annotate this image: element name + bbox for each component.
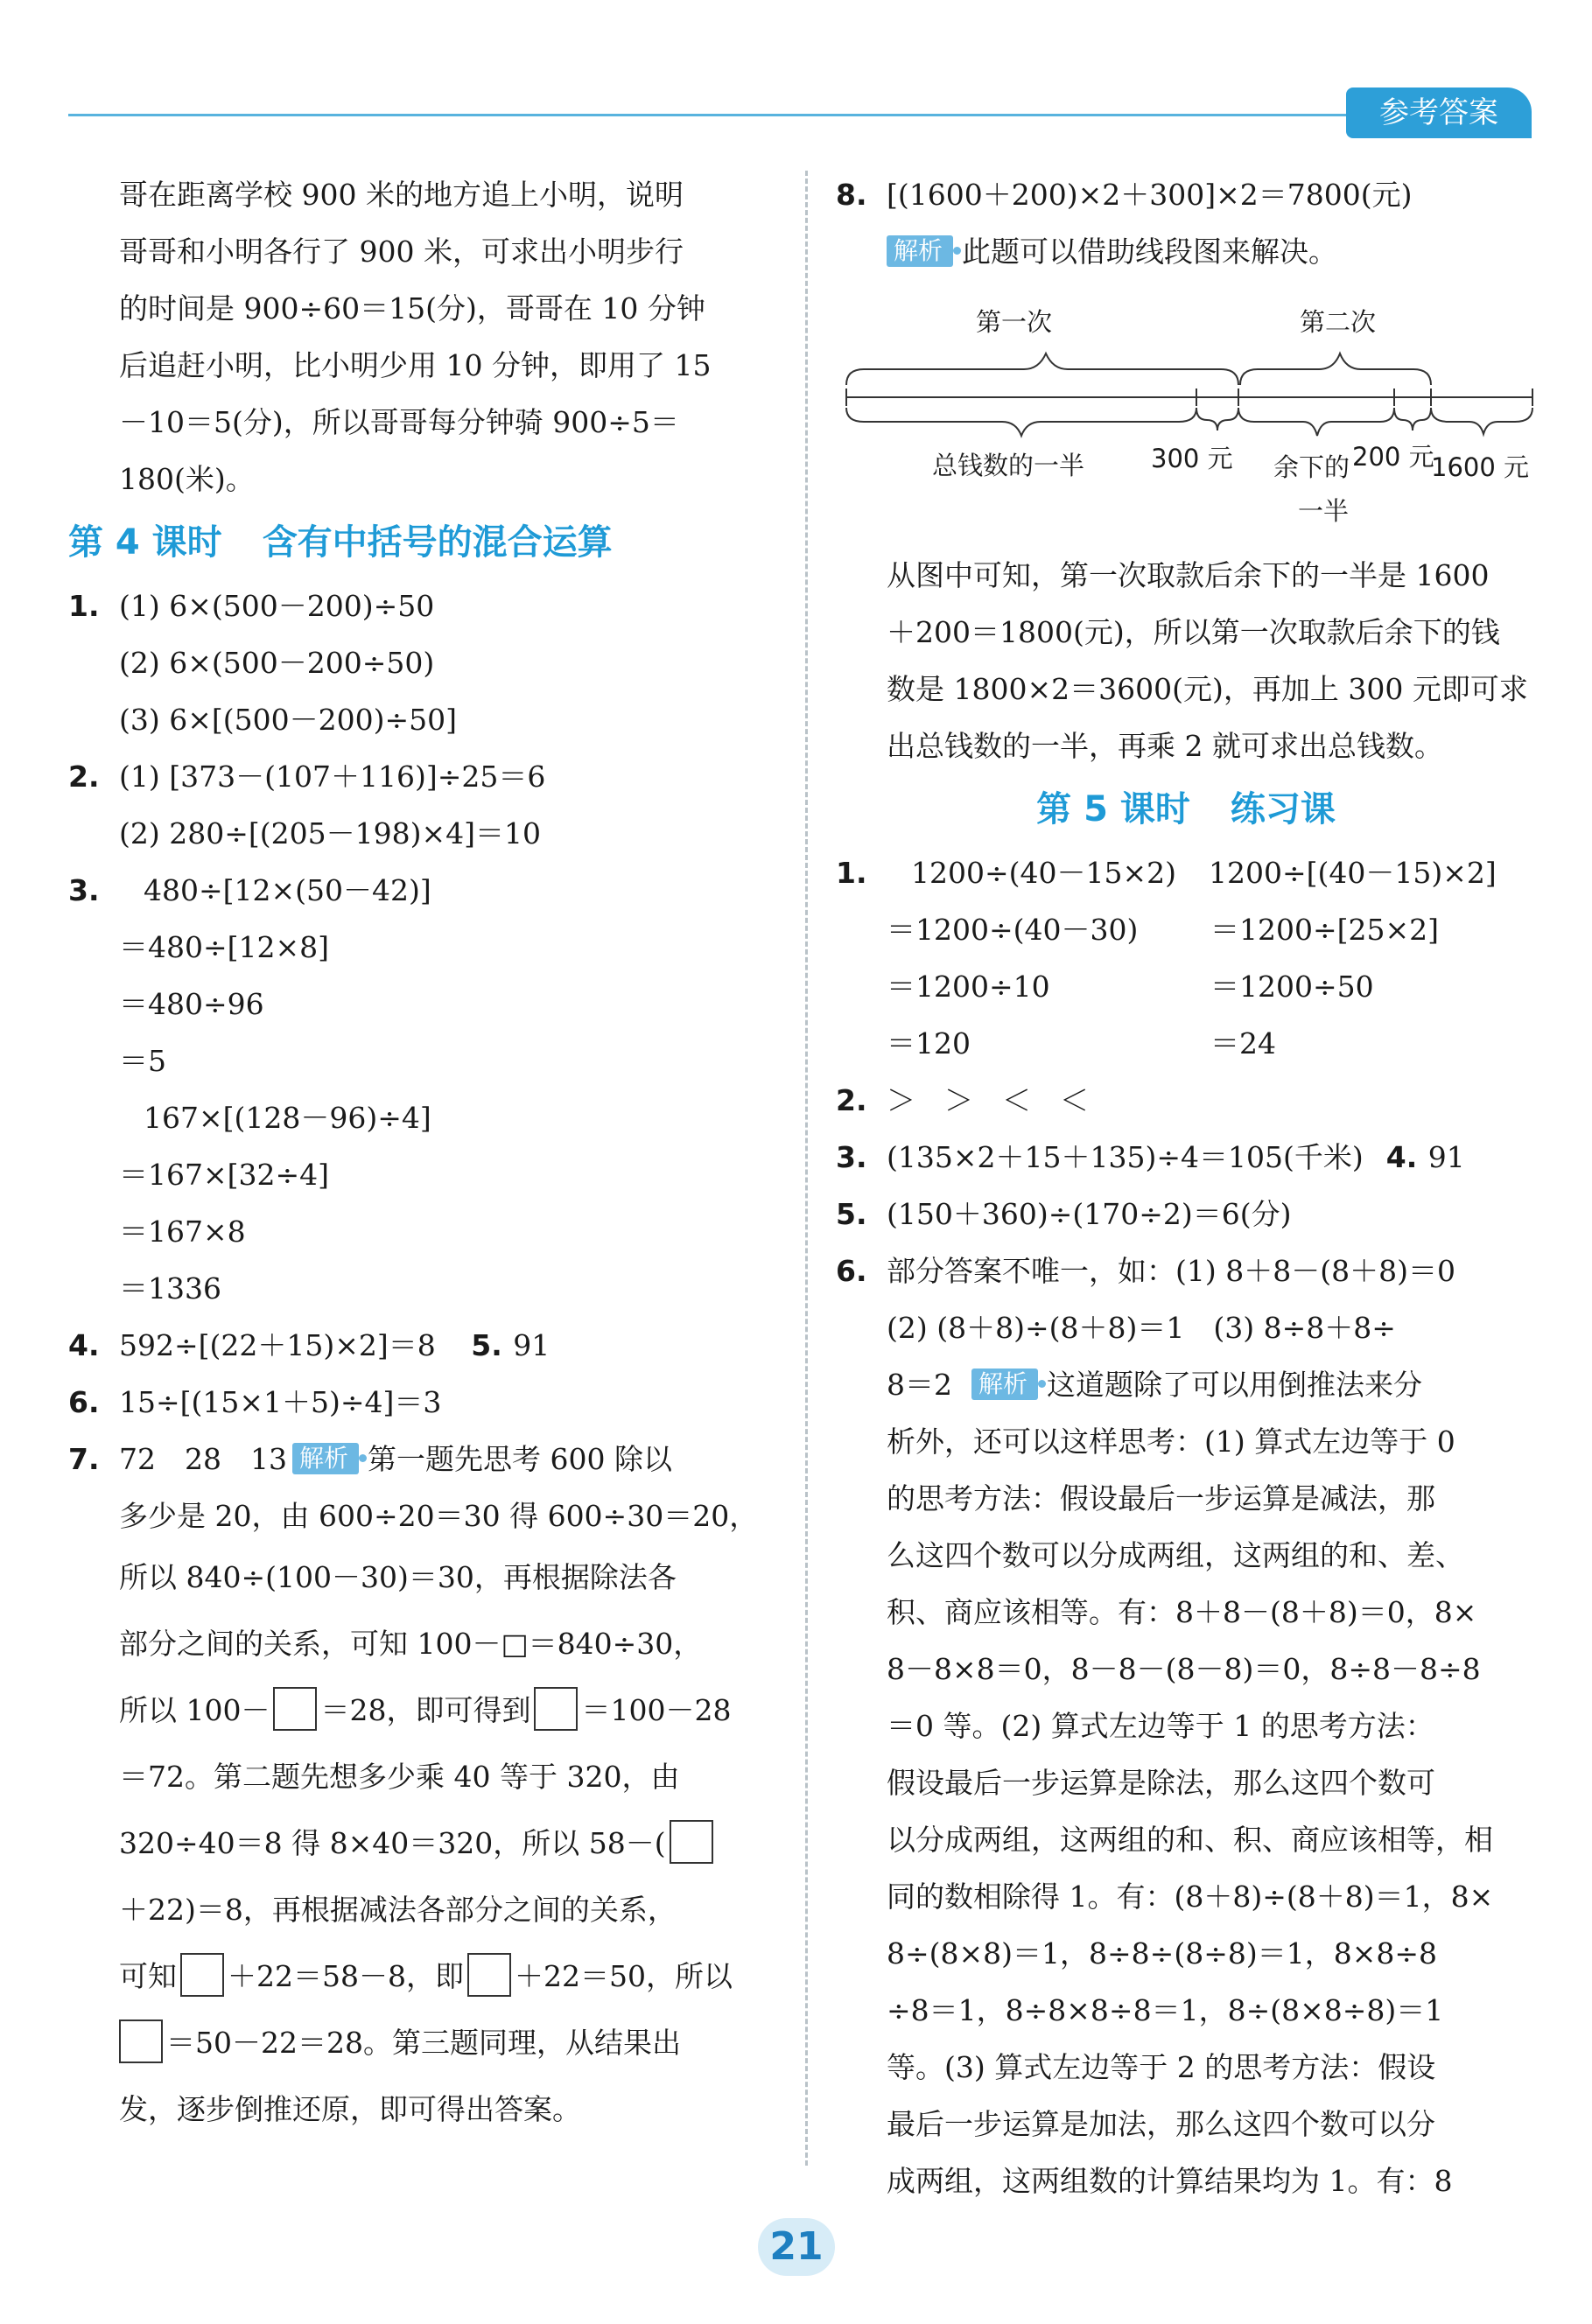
text-fragment: ＝50－22＝28。第三题同理，从结果出 bbox=[166, 2026, 681, 2060]
answer-text: 91 bbox=[1427, 1140, 1465, 1174]
answer-text: 15÷[(15×1＋5)÷4]＝3 bbox=[119, 1385, 442, 1419]
calc-b: ＝1200÷[25×2] bbox=[1210, 913, 1440, 947]
analysis-tag: 解析 bbox=[292, 1443, 359, 1474]
brace-rest-half bbox=[1238, 408, 1394, 436]
question-number: 4. bbox=[68, 1328, 100, 1362]
analysis-tag: 解析 bbox=[887, 235, 953, 267]
question-number: 3. bbox=[836, 1140, 867, 1174]
calc-a: ＝1200÷10 bbox=[887, 970, 1050, 1004]
question-1 bbox=[68, 578, 773, 634]
analysis-line: 8－8×8＝0，8－8－(8－8)＝0，8÷8－8÷8 bbox=[887, 1652, 1481, 1686]
answer-line: 167×[(128－96)÷4] bbox=[144, 1101, 431, 1135]
label-first: 第一次 bbox=[976, 307, 1053, 337]
analysis-text: 此题可以借助线段图来解决。 bbox=[962, 234, 1338, 269]
analysis-line: 部分之间的关系，可知 100－□＝840÷30， bbox=[119, 1627, 703, 1661]
analysis-text: 第一题先思考 600 除以 bbox=[368, 1442, 672, 1476]
text-fragment: ＋22＝58－8，即 bbox=[228, 1959, 464, 1993]
answer-text: 72 28 13 bbox=[119, 1442, 287, 1476]
calc-b: 1200÷[(40－15)×2] bbox=[1209, 856, 1497, 890]
question-number: 7. bbox=[68, 1442, 100, 1476]
label-half: 总钱数的一半 bbox=[932, 451, 1085, 480]
text-fragment: ＝100－28 bbox=[581, 1693, 732, 1727]
text-line: 哥哥和小明各行了 900 米，可求出小明步行 bbox=[119, 234, 684, 269]
answer-line: (3) 6×[(500－200)÷50] bbox=[119, 703, 457, 737]
section-title-lesson-4 bbox=[68, 508, 773, 578]
section-title-lesson-5 bbox=[836, 774, 1536, 844]
text-line: 哥在距离学校 900 米的地方追上小明，说明 bbox=[119, 178, 684, 212]
right-column bbox=[836, 166, 1536, 2209]
section-number: 第 5 课时 bbox=[1036, 789, 1190, 830]
analysis-line bbox=[68, 1810, 773, 1877]
analysis-line: 假设最后一步运算是除法，那么这四个数可 bbox=[887, 1766, 1435, 1800]
blank-box bbox=[467, 1953, 511, 1997]
analysis-line: 以分成两组，这两组的和、积、商应该相等，相 bbox=[887, 1823, 1493, 1857]
answer-line: ＝167×8 bbox=[119, 1214, 246, 1249]
explain-line: 数是 1800×2＝3600(元)，再加上 300 元即可求 bbox=[887, 672, 1528, 706]
text-line: －10＝5(分)，所以哥哥每分钟骑 900÷5＝ bbox=[119, 405, 679, 439]
answer-line: (2) 6×(500－200÷50) bbox=[119, 646, 435, 680]
answer-line: ＝167×[32÷4] bbox=[119, 1158, 330, 1192]
answer-text: (1) 6×(500－200)÷50 bbox=[119, 589, 435, 623]
practice-2 bbox=[836, 1072, 1536, 1129]
question-3 bbox=[68, 862, 773, 919]
analysis-line: 同的数相除得 1。有：(8＋8)÷(8＋8)＝1，8× bbox=[887, 1880, 1494, 1914]
question-number: 6. bbox=[68, 1385, 100, 1419]
practice-3-4 bbox=[836, 1129, 1536, 1186]
text-fragment: ＋22＝50，所以 bbox=[514, 1959, 733, 1993]
analysis-line: ＝72。第二题先想多少乘 40 等于 320，由 bbox=[119, 1760, 680, 1794]
label-300: 300 元 bbox=[1151, 444, 1233, 473]
brace-half bbox=[846, 408, 1196, 436]
line-segment-diagram bbox=[836, 280, 1536, 547]
text-fragment: 8＝2 bbox=[887, 1368, 952, 1402]
answer-line: (2) (8＋8)÷(8＋8)＝1 (3) 8÷8＋8÷ bbox=[887, 1311, 1396, 1345]
analysis-line bbox=[68, 2010, 773, 2076]
question-number: 2. bbox=[68, 760, 100, 794]
analysis-line: ＝0 等。(2) 算式左边等于 1 的思考方法： bbox=[887, 1709, 1434, 1743]
answer-text: ＞ ＞ ＜ ＜ bbox=[887, 1083, 1089, 1117]
header-rule bbox=[68, 114, 1346, 116]
analysis-line bbox=[68, 1943, 773, 2010]
column-divider bbox=[805, 171, 808, 2166]
question-number: 3. bbox=[68, 873, 100, 907]
label-rest-2: 一半 bbox=[1298, 496, 1350, 526]
text-fragment: ＝28，即可得到 bbox=[320, 1693, 531, 1727]
calc-b: ＝24 bbox=[1210, 1026, 1276, 1060]
blank-box bbox=[180, 1953, 224, 1997]
label-rest-1: 余下的 bbox=[1273, 452, 1350, 482]
question-number: 1. bbox=[68, 589, 100, 623]
blank-box bbox=[534, 1687, 578, 1731]
calc-b: ＝1200÷50 bbox=[1210, 970, 1374, 1004]
explain-line: 出总钱数的一半，再乘 2 就可求出总钱数。 bbox=[887, 729, 1443, 763]
question-6 bbox=[68, 1374, 773, 1431]
analysis-line: 等。(3) 算式左边等于 2 的思考方法：假设 bbox=[887, 2050, 1436, 2084]
analysis-line bbox=[68, 1677, 773, 1744]
analysis-line: 成两组，这两组数的计算结果均为 1。有：8 bbox=[887, 2164, 1453, 2198]
analysis-line bbox=[836, 223, 1536, 280]
text-line: 180(米)。 bbox=[119, 462, 255, 496]
answer-line: ＝5 bbox=[119, 1044, 166, 1078]
answer-text: [(1600＋200)×2＋300]×2＝7800(元) bbox=[887, 178, 1413, 212]
question-number: 5. bbox=[836, 1197, 867, 1231]
explain-line: 从图中可知，第一次取款后余下的一半是 1600 bbox=[887, 558, 1490, 592]
practice-1 bbox=[836, 844, 1536, 901]
analysis-line: 发，逐步倒推还原，即可得出答案。 bbox=[119, 2092, 581, 2126]
calc-row bbox=[836, 1015, 1536, 1072]
analysis-line: 积、商应该相等。有：8＋8－(8＋8)＝0，8× bbox=[887, 1595, 1477, 1629]
text-line: 后追赶小明，比小明少用 10 分钟，即用了 15 bbox=[119, 348, 712, 382]
analysis-line: ÷8＝1，8÷8×8÷8＝1，8÷(8×8÷8)＝1 bbox=[887, 1993, 1444, 2027]
analysis-line: 多少是 20，由 600÷20＝30 得 600÷30＝20， bbox=[119, 1499, 759, 1533]
answer-line bbox=[836, 1356, 1536, 1413]
left-column bbox=[68, 166, 773, 2143]
practice-6 bbox=[836, 1242, 1536, 1299]
brace-300 bbox=[1196, 408, 1238, 430]
blank-box bbox=[670, 1820, 713, 1864]
segment-drawing bbox=[836, 280, 1536, 547]
explain-line: ＋200＝1800(元)，所以第一次取款后余下的钱 bbox=[887, 615, 1500, 649]
answer-text: (150＋360)÷(170÷2)＝6(分) bbox=[887, 1197, 1292, 1231]
calc-a: 1200÷(40－15×2) bbox=[911, 856, 1177, 890]
answer-text: 部分答案不唯一，如：(1) 8＋8－(8＋8)＝0 bbox=[887, 1254, 1455, 1288]
analysis-line: 析外，还可以这样思考：(1) 算式左边等于 0 bbox=[887, 1424, 1455, 1459]
answer-text: 91 bbox=[513, 1328, 551, 1362]
answer-text: 480÷[12×(50－42)] bbox=[144, 873, 431, 907]
analysis-line: 的思考方法：假设最后一步运算是减法，那 bbox=[887, 1481, 1435, 1516]
calc-a: ＝120 bbox=[887, 1026, 971, 1060]
question-number: 4. bbox=[1385, 1140, 1418, 1174]
answer-line: ＝480÷[12×8] bbox=[119, 930, 330, 964]
brace-second bbox=[1240, 354, 1431, 385]
label-200: 200 元 bbox=[1352, 442, 1434, 472]
analysis-line: 所以 840÷(100－30)＝30，再根据除法各 bbox=[119, 1560, 677, 1594]
answer-text: (1) [373－(107＋116)]÷25＝6 bbox=[119, 760, 546, 794]
brace-200 bbox=[1394, 408, 1431, 430]
text-line: 的时间是 900÷60＝15(分)，哥哥在 10 分钟 bbox=[119, 291, 705, 326]
analysis-tag: 解析 bbox=[971, 1368, 1038, 1400]
practice-5 bbox=[836, 1186, 1536, 1242]
answer-line: ＝480÷96 bbox=[119, 987, 264, 1021]
text-fragment: 可知 bbox=[119, 1959, 177, 1993]
brace-1600 bbox=[1431, 408, 1532, 434]
analysis-line: 最后一步运算是加法，那么这四个数可以分 bbox=[887, 2107, 1435, 2141]
text-fragment: 这道题除了可以用倒推法来分 bbox=[1047, 1368, 1423, 1402]
page-number: 21 bbox=[758, 2218, 835, 2276]
calc-a: ＝1200÷(40－30) bbox=[887, 913, 1139, 947]
analysis-line: 么这四个数可以分成两组，这两组的和、差、 bbox=[887, 1538, 1464, 1572]
section-number: 第 4 课时 bbox=[68, 522, 222, 563]
calc-row bbox=[836, 901, 1536, 958]
question-8 bbox=[836, 166, 1536, 223]
text-fragment: 320÷40＝8 得 8×40＝320，所以 58－( bbox=[119, 1826, 666, 1860]
brace-first bbox=[846, 354, 1238, 385]
section-name: 含有中括号的混合运算 bbox=[262, 522, 613, 563]
answer-text: 592÷[(22＋15)×2]＝8 bbox=[119, 1328, 436, 1362]
question-4-5 bbox=[68, 1317, 773, 1374]
section-name: 练习课 bbox=[1230, 789, 1336, 830]
question-number: 5. bbox=[471, 1328, 502, 1362]
question-number: 8. bbox=[836, 178, 867, 212]
analysis-line: 8÷(8×8)＝1，8÷8÷(8÷8)＝1，8×8÷8 bbox=[887, 1936, 1437, 1970]
question-2 bbox=[68, 748, 773, 805]
question-7 bbox=[68, 1431, 773, 1488]
text-fragment: 所以 100－ bbox=[119, 1693, 270, 1727]
answer-line: ＝1336 bbox=[119, 1271, 221, 1306]
answer-text: (135×2＋15＋135)÷4＝105(千米) bbox=[887, 1140, 1364, 1174]
question-number: 1. bbox=[836, 856, 867, 890]
question-number: 6. bbox=[836, 1254, 867, 1288]
label-1600: 1600 元 bbox=[1431, 452, 1530, 482]
label-second: 第二次 bbox=[1300, 307, 1377, 337]
header-answer-tab: 参考答案 bbox=[1346, 88, 1532, 138]
answer-line: (2) 280÷[(205－198)×4]＝10 bbox=[119, 816, 541, 850]
question-number: 2. bbox=[836, 1083, 867, 1117]
blank-box bbox=[119, 2020, 163, 2063]
blank-box bbox=[273, 1687, 317, 1731]
calc-row bbox=[836, 958, 1536, 1015]
analysis-line: ＋22)＝8，再根据减法各部分之间的关系， bbox=[119, 1893, 677, 1927]
